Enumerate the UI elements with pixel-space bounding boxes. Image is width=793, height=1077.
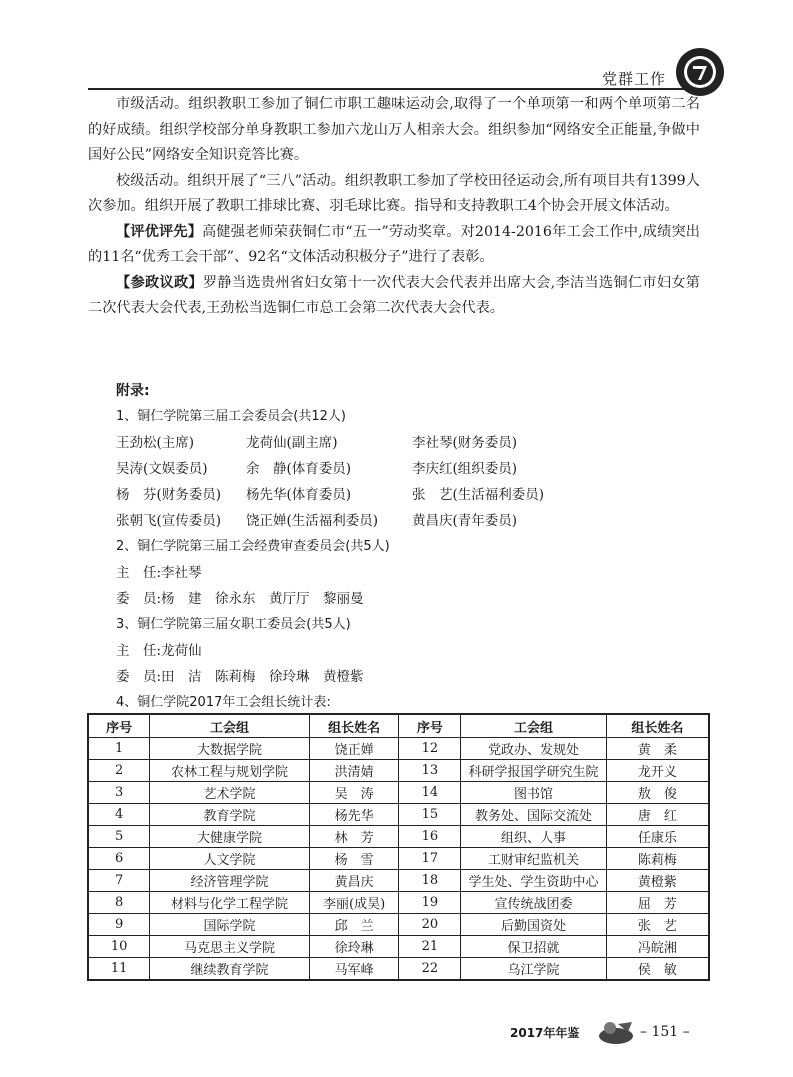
table-cell: 饶正婵 [309, 738, 399, 760]
table-cell: 林 芳 [309, 826, 399, 848]
table-cell: 材料与化学工程学院 [150, 892, 309, 914]
politics-text: 罗静当选贵州省妇女第十一次代表大会代表并出席大会,李洁当选铜仁市妇女第二次代表大会代表,王劲松当选铜仁市总工会第二次代表大会代表。 [88, 274, 700, 316]
body-text [88, 92, 700, 322]
union-group-table [87, 713, 710, 981]
table-row [88, 826, 709, 848]
member-name: 李社琴(财务委员) [412, 435, 518, 451]
table-cell: 敖 俊 [606, 782, 709, 804]
member-name: 饶正婵(生活福利委员) [246, 513, 379, 529]
yearbook-title: 2017年年鉴 [510, 1026, 580, 1040]
women-committee-heading: 3、铜仁学院第三届女职工委员会(共5人) [116, 617, 351, 632]
table-cell: 邱 兰 [309, 914, 399, 936]
audit-committee-members: 委 员:杨 建 徐永东 黄厅厅 黎丽曼 [116, 591, 364, 607]
table-cell: 13 [399, 760, 461, 782]
women-committee-members: 委 员:田 洁 陈莉梅 徐玲琳 黄橙紫 [116, 669, 364, 685]
table-cell: 张 艺 [606, 914, 709, 936]
table-cell: 龙开义 [606, 760, 709, 782]
committee-row [116, 456, 716, 482]
awards-text: 高健强老师荣获铜仁市“五一”劳动奖章。对2014-2016年工会工作中,成绩突出的11名“优秀工会干部”、92名“文体活动积极分子”进行了表彰。 [88, 223, 700, 265]
table-cell: 屈 芳 [606, 892, 709, 914]
member-name: 余 静(体育委员) [246, 461, 352, 477]
committee-row [116, 430, 716, 456]
table-cell: 工财审纪监机关 [461, 848, 607, 870]
table-cell: 杨 雪 [309, 848, 399, 870]
column-header: 序号 [399, 714, 461, 738]
politics-label: 【参政议政】 [116, 274, 203, 291]
awards-label: 【评优评先】 [116, 223, 203, 240]
table-cell: 乌江学院 [461, 958, 607, 981]
table-row [88, 958, 709, 981]
audit-committee-heading: 2、铜仁学院第三届工会经费审查委员会(共5人) [116, 539, 390, 554]
table-cell: 艺术学院 [150, 782, 309, 804]
table-cell: 6 [88, 848, 150, 870]
member-name: 黄昌庆(青年委员) [412, 513, 518, 529]
committee-row [116, 508, 716, 534]
table-cell: 组织、人事 [461, 826, 607, 848]
women-committee-chair: 主 任:龙荷仙 [116, 643, 202, 659]
paragraph-school-activities: 校级活动。组织开展了“三八”活动。组织教职工参加了学校田径运动会,所有项目共有1399人次参加。组织开展了教职工排球比赛、羽毛球比赛。指导和支持教职工4个协会开展文体活动。 [88, 172, 700, 214]
table-row [88, 782, 709, 804]
table-cell: 10 [88, 936, 150, 958]
table-cell: 3 [88, 782, 150, 804]
table-cell: 冯皖湘 [606, 936, 709, 958]
paragraph-city-activities: 市级活动。组织教职工参加了铜仁市职工趣味运动会,取得了一个单项第一和两个单项第二名的好成绩。组织学校部分单身教职工参加六龙山万人相亲大会。组织参加“网络安全正能量,争做中国好公民”网络安全知识竞答比赛。 [88, 96, 700, 163]
column-header: 工会组 [461, 714, 607, 738]
table-cell: 图书馆 [461, 782, 607, 804]
table-cell: 8 [88, 892, 150, 914]
table-row [88, 870, 709, 892]
table-cell: 李丽(成昊) [309, 892, 399, 914]
member-name: 龙荷仙(副主席) [246, 435, 338, 451]
member-name: 杨 芬(财务委员) [116, 487, 222, 503]
column-header: 序号 [88, 714, 150, 738]
column-header: 组长姓名 [606, 714, 709, 738]
table-cell: 国际学院 [150, 914, 309, 936]
table-cell: 18 [399, 870, 461, 892]
header-divider [88, 88, 716, 90]
table-body [88, 738, 709, 981]
table-row [88, 760, 709, 782]
table-cell: 11 [88, 958, 150, 981]
yearbook-emblem-icon [596, 1018, 636, 1046]
member-name: 张朝飞(宣传委员) [116, 513, 222, 529]
table-cell: 保卫招就 [461, 936, 607, 958]
table-cell: 人文学院 [150, 848, 309, 870]
table-cell: 侯 敏 [606, 958, 709, 981]
page-footer [510, 1018, 710, 1048]
table-cell: 19 [399, 892, 461, 914]
paragraph-politics [88, 271, 700, 322]
table-cell: 经济管理学院 [150, 870, 309, 892]
table-cell: 继续教育学院 [150, 958, 309, 981]
appendix-title: 附录: [116, 383, 150, 399]
table-cell: 4 [88, 804, 150, 826]
paragraph-awards [88, 220, 700, 271]
table-cell: 唐 红 [606, 804, 709, 826]
page-number: – 151 – [640, 1024, 690, 1040]
table-cell: 2 [88, 760, 150, 782]
table-row [88, 848, 709, 870]
member-name: 王劲松(主席) [116, 435, 195, 451]
table-cell: 14 [399, 782, 461, 804]
table-cell: 徐玲琳 [309, 936, 399, 958]
table-cell: 任康乐 [606, 826, 709, 848]
table-cell: 党政办、发规处 [461, 738, 607, 760]
column-header: 工会组 [150, 714, 309, 738]
table-cell: 马军峰 [309, 958, 399, 981]
appendix [116, 380, 716, 716]
member-name: 吴涛(文娱委员) [116, 461, 208, 477]
member-name: 杨先华(体育委员) [246, 487, 352, 503]
table-cell: 大数据学院 [150, 738, 309, 760]
table-header-row [88, 714, 709, 738]
table-cell: 7 [88, 870, 150, 892]
table-cell: 21 [399, 936, 461, 958]
committee-row [116, 482, 716, 508]
table-row [88, 892, 709, 914]
table-cell: 17 [399, 848, 461, 870]
table-cell: 15 [399, 804, 461, 826]
table-cell: 宣传统战团委 [461, 892, 607, 914]
table-cell: 农林工程与规划学院 [150, 760, 309, 782]
table-cell: 20 [399, 914, 461, 936]
table-cell: 黄昌庆 [309, 870, 399, 892]
table-cell: 16 [399, 826, 461, 848]
table-cell: 陈莉梅 [606, 848, 709, 870]
table-cell: 12 [399, 738, 461, 760]
table-cell: 洪清婧 [309, 760, 399, 782]
table-cell: 5 [88, 826, 150, 848]
stats-table-heading: 4、铜仁学院2017年工会组长统计表: [116, 695, 331, 710]
table-row [88, 738, 709, 760]
table-cell: 22 [399, 958, 461, 981]
committee-heading: 1、铜仁学院第三届工会委员会(共12人) [116, 409, 346, 424]
table-cell: 科研学报国学研究生院 [461, 760, 607, 782]
table-cell: 后勤国资处 [461, 914, 607, 936]
table-cell: 大健康学院 [150, 826, 309, 848]
table-row [88, 936, 709, 958]
table-cell: 杨先华 [309, 804, 399, 826]
table-cell: 教育学院 [150, 804, 309, 826]
table-cell: 9 [88, 914, 150, 936]
table-cell: 马克思主义学院 [150, 936, 309, 958]
member-name: 李庆红(组织委员) [412, 461, 518, 477]
audit-committee-chair: 主 任:李社琴 [116, 565, 202, 581]
table-cell: 吴 涛 [309, 782, 399, 804]
table-cell: 黄橙紫 [606, 870, 709, 892]
university-logo-icon [674, 46, 726, 98]
table-cell: 学生处、学生资助中心 [461, 870, 607, 892]
table-row [88, 914, 709, 936]
member-name: 张 艺(生活福利委员) [412, 487, 545, 503]
table-cell: 1 [88, 738, 150, 760]
table-row [88, 804, 709, 826]
column-header: 组长姓名 [309, 714, 399, 738]
table-cell: 黄 柔 [606, 738, 709, 760]
section-title: 党群工作 [601, 70, 666, 88]
table-cell: 教务处、国际交流处 [461, 804, 607, 826]
page-header [88, 40, 728, 90]
